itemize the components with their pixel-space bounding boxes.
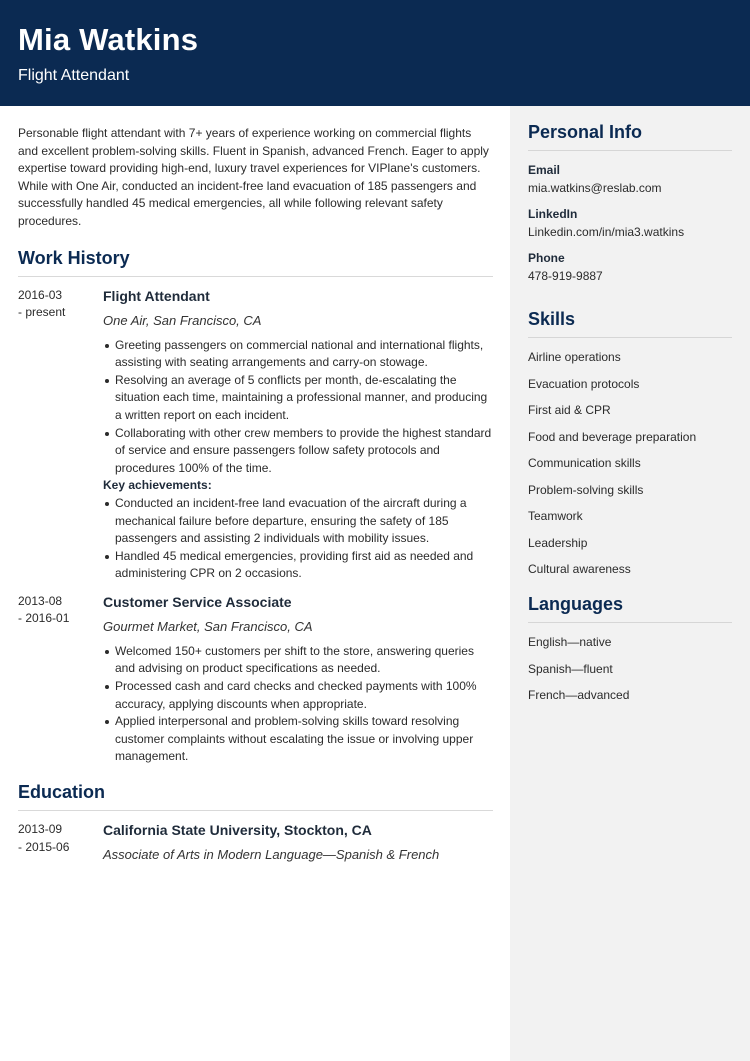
email-value[interactable]: mia.watkins@reslab.com xyxy=(528,181,662,195)
job-bullet: Collaborating with other crew members to provide the highest standard of service and ensure passengers follow safety protocols and procedures 100% of the time. xyxy=(103,425,493,478)
profile-summary: Personable flight attendant with 7+ years of experience working on commercial flights and excellent problem-solving skills. Fluent in Spanish, advanced French. Eager to apply expertise toward providing high-end, luxury travel experiences for VIPlane's customers. While with One Air, conducted an incident-free land evacuation of 185 passengers and successfully handled 45 medical emergencies, all while following relevant safety procedures. xyxy=(18,126,489,228)
personal-info-heading: Personal Info xyxy=(528,122,643,142)
linkedin-block xyxy=(528,206,732,240)
job-company: Gourmet Market, San Francisco, CA xyxy=(103,618,313,634)
job-bullet: Greeting passengers on commercial national and international flights, assisting with seating arrangements and carry-on stowage. xyxy=(103,337,493,372)
work-history-heading: Work History xyxy=(18,247,130,268)
skill-item: Problem-solving skills xyxy=(528,482,644,497)
language-item: French—advanced xyxy=(528,688,630,702)
section-divider xyxy=(528,150,732,151)
date-start: 2016-03 xyxy=(18,287,63,302)
skill-item: Food and beverage preparation xyxy=(528,429,697,444)
section-divider xyxy=(18,276,493,277)
skill-item: Cultural awareness xyxy=(528,562,631,576)
job-company: One Air, San Francisco, CA xyxy=(103,312,262,328)
language-item: English—native xyxy=(528,635,612,649)
key-achievements-label: Key achievements: xyxy=(103,478,212,493)
date-start: 2013-09 xyxy=(18,822,63,837)
date-end: - 2016-01 xyxy=(18,611,70,626)
linkedin-value[interactable]: Linkedin.com/in/mia3.watkins xyxy=(528,225,685,239)
job-dates xyxy=(18,593,98,628)
job-bullet: Applied interpersonal and problem-solving skills toward resolving customer complaints without escalating the issue or involving upper management. xyxy=(103,713,493,766)
job-bullet: Resolving an average of 5 conflicts per month, de-escalating the situation each time, maintaining a professional manner, and producing a written report on each incident. xyxy=(103,372,493,425)
email-label: Email xyxy=(528,163,561,177)
sidebar xyxy=(510,106,750,1061)
skills-list xyxy=(528,349,732,577)
school-name: California State University, Stockton, CA xyxy=(103,822,372,839)
skill-item: Evacuation protocols xyxy=(528,376,640,391)
languages-list xyxy=(528,634,732,703)
section-divider xyxy=(528,337,732,338)
achievement-bullet: Conducted an incident-free land evacuation of the aircraft during a mechanical failure before departure, ensuring the safety of 185 passengers and assisting 2 individuals with mobility issues. xyxy=(103,495,493,548)
phone-label: Phone xyxy=(528,251,565,265)
phone-value[interactable]: 478-919-9887 xyxy=(528,269,603,283)
section-divider xyxy=(528,622,732,623)
job-bullets xyxy=(103,643,493,766)
job-entry xyxy=(18,287,493,583)
linkedin-label: LinkedIn xyxy=(528,207,578,221)
main-column xyxy=(18,106,493,863)
job-bullets xyxy=(103,337,493,478)
education-entry xyxy=(18,821,493,863)
achievement-bullet: Handled 45 medical emergencies, providing first aid as needed and administering CPR on 2 occasions. xyxy=(103,548,493,583)
section-divider xyxy=(18,810,493,811)
skill-item: Airline operations xyxy=(528,350,621,364)
job-bullet: Processed cash and card checks and checked payments with 100% accuracy, applying discounts when appropriate. xyxy=(103,678,493,713)
skill-item: Teamwork xyxy=(528,509,583,523)
skill-item: First aid & CPR xyxy=(528,403,611,417)
degree-name: Associate of Arts in Modern Language—Spanish & French xyxy=(103,847,440,863)
phone-block xyxy=(528,250,732,284)
resume-header xyxy=(0,0,750,106)
candidate-role: Flight Attendant xyxy=(18,67,130,84)
education-heading: Education xyxy=(18,782,106,803)
candidate-name: Mia Watkins xyxy=(18,22,199,57)
date-start: 2013-08 xyxy=(18,593,63,608)
job-title: Flight Attendant xyxy=(103,287,210,304)
skills-heading: Skills xyxy=(528,309,576,329)
job-title: Customer Service Associate xyxy=(103,593,292,610)
education-dates xyxy=(18,821,98,856)
languages-heading: Languages xyxy=(528,594,624,614)
job-bullet: Welcomed 150+ customers per shift to the store, answering queries and advising on product specifications as needed. xyxy=(103,643,493,678)
language-item: Spanish—fluent xyxy=(528,661,613,676)
job-entry xyxy=(18,593,493,766)
email-block xyxy=(528,162,732,196)
date-end: - 2015-06 xyxy=(18,839,70,854)
skill-item: Communication skills xyxy=(528,456,641,470)
job-dates xyxy=(18,287,98,322)
skill-item: Leadership xyxy=(528,535,588,550)
achievement-bullets xyxy=(103,495,493,583)
date-end: - present xyxy=(18,305,66,320)
